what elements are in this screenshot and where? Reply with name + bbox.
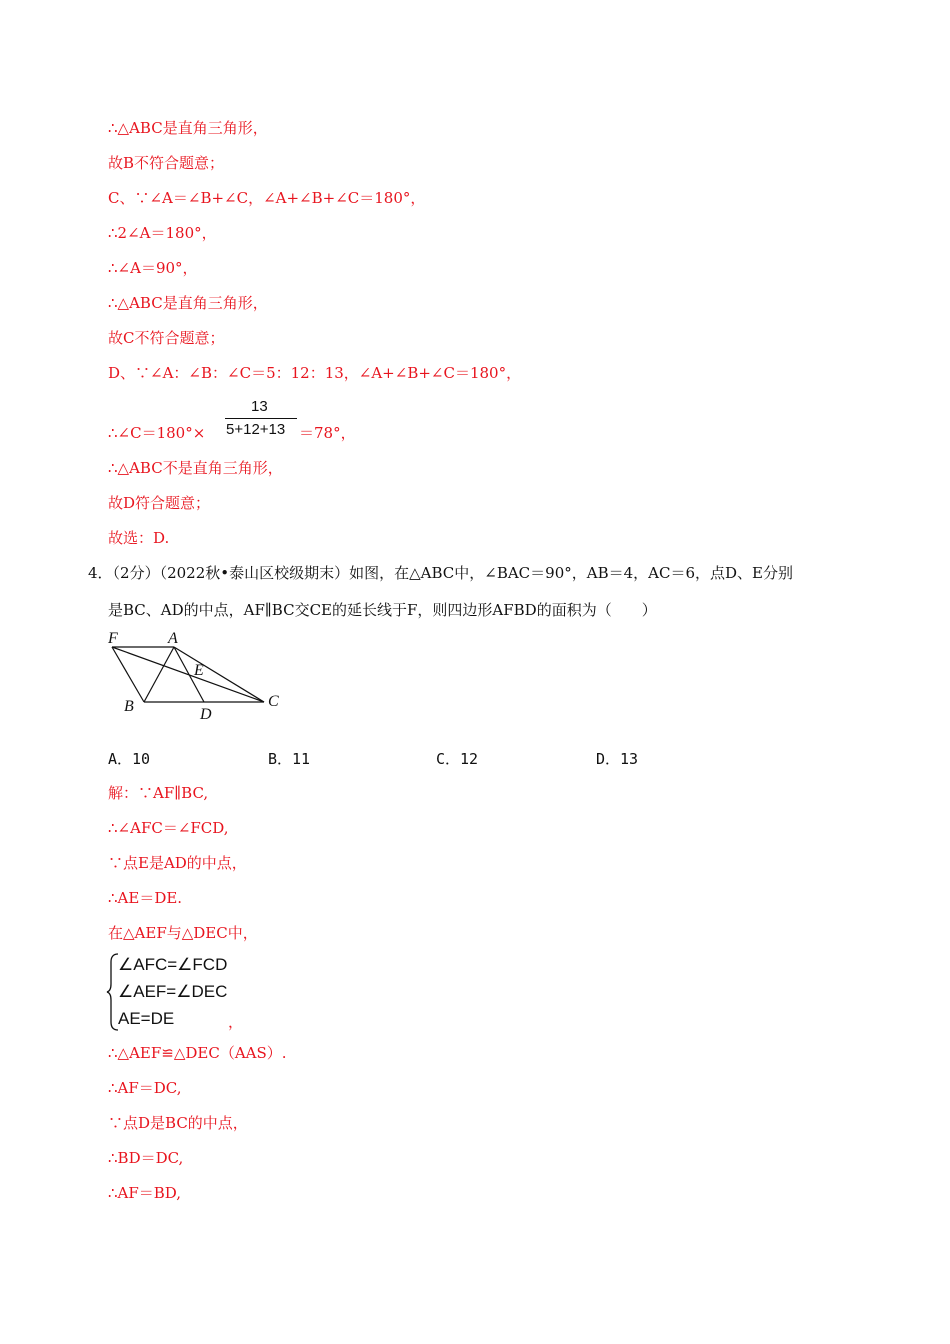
fraction-bar bbox=[225, 418, 297, 419]
solution-line: 故D符合题意； bbox=[108, 494, 211, 512]
label-b: B bbox=[124, 698, 134, 715]
solution-line: C、∵∠A＝∠B+∠C，∠A+∠B+∠C＝180°， bbox=[108, 189, 426, 207]
solution-line: ∴△ABC不是直角三角形， bbox=[108, 459, 283, 477]
solution-line: 故选：D. bbox=[108, 529, 170, 547]
solution-line: ∴△ABC是直角三角形， bbox=[108, 119, 268, 137]
system-row: ∠AEF=∠DEC bbox=[118, 982, 228, 1001]
fraction-prefix: ∴∠C＝180°× bbox=[108, 424, 206, 442]
solution-line: ∴AE＝DE. bbox=[108, 889, 183, 907]
label-f: F bbox=[108, 630, 118, 647]
solution-line: ∴2∠A＝180°， bbox=[108, 224, 217, 242]
segment-ab bbox=[144, 647, 174, 702]
solution-line: ∴AF＝DC, bbox=[108, 1079, 182, 1097]
geometry-figure bbox=[100, 625, 300, 725]
fraction-numerator: 13 bbox=[251, 398, 268, 415]
fraction-suffix: ＝78°， bbox=[299, 424, 356, 442]
solution-line: D、∵∠A：∠B：∠C＝5：12：13，∠A+∠B+∠C＝180°， bbox=[108, 364, 522, 382]
solution-line: ∵点D是BC的中点， bbox=[108, 1114, 248, 1132]
solution-line: ∵点E是AD的中点， bbox=[108, 854, 247, 872]
solution-line: ∴∠AFC＝∠FCD, bbox=[108, 819, 229, 837]
option-d: D．13 bbox=[596, 750, 639, 768]
option-c: C．12 bbox=[436, 750, 479, 768]
solution-line: ∴△AEF≌△DEC（AAS）. bbox=[108, 1044, 287, 1062]
label-d: D bbox=[200, 706, 212, 723]
solution-line: ∴AF＝BD, bbox=[108, 1184, 182, 1202]
solution-line: ∴△ABC是直角三角形， bbox=[108, 294, 268, 312]
system-row: ∠AFC=∠FCD bbox=[118, 955, 228, 974]
label-e: E bbox=[194, 662, 204, 679]
solution-line: 在△AEF与△DEC中， bbox=[108, 924, 258, 942]
label-a: A bbox=[168, 630, 178, 647]
segment-fb bbox=[112, 647, 144, 702]
question-4-text-cont: 是BC、AD的中点，AF∥BC交CE的延长线于F，则四边形AFBD的面积为（ ） bbox=[108, 601, 657, 619]
label-c: C bbox=[268, 693, 279, 710]
system-row: AE=DE bbox=[118, 1009, 175, 1028]
solution-line: ∴BD＝DC, bbox=[108, 1149, 184, 1167]
solution-line: 故B不符合题意； bbox=[108, 154, 225, 172]
solution-line: ∴∠A＝90°， bbox=[108, 259, 198, 277]
option-b: B．11 bbox=[268, 750, 311, 768]
system-suffix: ， bbox=[228, 1013, 244, 1031]
question-4-text: 4．（2分）（2022秋•泰山区校级期末）如图，在△ABC中，∠BAC＝90°，AB＝4，AC＝6，点D、E分别 bbox=[88, 564, 793, 582]
solution-line: 解：∵AF∥BC, bbox=[108, 784, 209, 802]
option-a: A．10 bbox=[108, 750, 151, 768]
solution-line: 故C不符合题意； bbox=[108, 329, 225, 347]
fraction-denominator: 5+12+13 bbox=[226, 421, 286, 438]
